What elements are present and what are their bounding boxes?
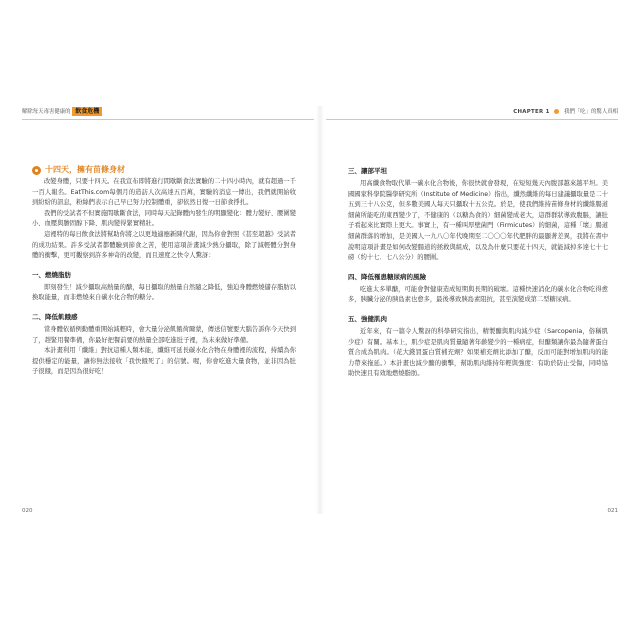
paragraph: 用高纖食物取代單一碳水化合物後，你很快就會發現，在短短幾天內腹部越來越平坦。美國國家科學院醫學研究所（Institute of Medicine）指出，纖然纖維的每日建議攝取量是二十五到三十八公克，但多數美國人每天只攝取十五公克。於是，使我們維持苗條身材的纖維腸道細菌所能吃的東西變少了，不健康的（以糖為食的）細菌變成老大，這群群狀導致腹脹，讓肚子看起來比實際上更大。事實上，有一種叫厚壁菌門（Firmicutes）的細菌，這種「壞」腸道細菌群落的增加，是美國人一九八〇年代晚期至二〇〇〇年代肥胖的最顯著差異，我將在書中說明這項計畫是如何改變腸道的拯救與組成，以及為什麼只要花十四天，就能減掉多達七十七磅（約十七．七八公分）的腰圍。 [348, 180, 608, 262]
left-body-text [32, 164, 296, 378]
book-spread [14, 106, 626, 514]
subheading: 二、降低飢餓感 [32, 312, 78, 321]
chapter-title: 我們「吃」的驚人真相 [564, 109, 618, 115]
header-rule [22, 119, 314, 120]
page-number: 020 [22, 508, 33, 514]
left-page [14, 106, 320, 514]
header-rule [326, 119, 618, 120]
bulb-icon [32, 166, 41, 175]
page-number: 021 [607, 508, 618, 514]
right-page [320, 106, 626, 514]
subheading: 三、讓部平坦 [348, 167, 387, 175]
section-title-text: 十四天，擁有苗條身材 [45, 165, 125, 174]
left-running-head [22, 106, 102, 118]
dot-icon [554, 109, 559, 114]
subheading: 四、降低罹患糖尿病的風險 [348, 272, 426, 281]
subheading: 五、強健肌肉 [348, 314, 387, 323]
subheading: 一、燃燒脂肪 [32, 270, 71, 279]
running-head-highlight: 飲食危機 [72, 107, 102, 116]
right-body-text [348, 166, 608, 380]
chapter-label: CHAPTER 1 [513, 109, 550, 115]
section-title [32, 164, 296, 176]
right-running-head [513, 106, 618, 118]
paragraph: 我們的受試者不但實施間歇斷食法，同時每天記錄體內發生的明顯變化：體力變好、腰圍變小、血壓與膽固醇下降、肌肉變得緊實精壯。 [32, 209, 296, 228]
paragraph: 改變身體，只要十四天。在我宣布即將進行間歇斷食法實驗的二十四小時內，就有超過一千一百人報名。EatThis.com每個月的造訪人次高達五百萬，實驗的消息一傳出，我們就開始收到紛紛的訊息，粉絲們表示自己早已努力控制體重，卻依然日復一日節食掙扎。 [32, 178, 296, 207]
paragraph: 這裡特的每日飲食法將幫助你將之以更地適應新陳代謝，因為你會對照《甚至超越》受試者的成功結果。許多受試者都體驗到節食之苦，使用這項計畫減少熱分攝取，除了減輕體分對身體的衝擊，更可觀察到許多神奇的改變，而且速度之快令人驚訝： [32, 230, 296, 260]
paragraph: 近年來，有一篇令人驚訝的科學研究指出，精製醣與肌肉減少症（Sarcopenia，俗稱肌少症）有關。基本上，肌少症是肌肉質量隨著年齡變少的一種病症，但醣類讓你最為隨著蛋白質合成為肌肉。（花大錢買蛋白質補充劑？如果補充劑比添加了醣，反而可能對增加肌肉的能力帶來拖延。）本計畫也減少醣的衝擊，幫助肌肉維持年輕與強度：有助於防止受傷，同時協助快速且有效地燃燒脂肪。 [348, 327, 608, 378]
paragraph: 吃進太多單醣，可能會對健康造成短期與長期的破壞。這種快速消化的碳水化合物吃得愈多，胰臟分泌的胰島素也愈多，最後導致胰島素阻抗，甚至演變成第二型糖尿病。 [348, 285, 608, 304]
paragraph: 即刻發生！減少攝取高熱量的醣，每日攝取的熱量自然隨之降低，強迫身體燃燒儲存脂肪以換取能量，而非燃燒來自碳水化合物的糖分。 [32, 283, 296, 302]
running-head-prefix: 解除每天毒害健康的 [22, 109, 71, 115]
paragraph: 本計畫利用「纖維」對抗這種人類本能，纖維可延長碳水化合物在身體裡的流程，持續為你提供穩定的能量，讓你無法接收「我快餓死了」的信號。喔，你會吃進大量食物，並非因為肚子很餓，而是因為很好吃！ [32, 347, 296, 376]
paragraph: 當身體依循例動體重開始減輕時，會大量分泌飢餓荷爾蒙，傳送信號要大腦告訴你今天快到了，趕緊用餐準備，你最好把餐前要的熱量全部吃進肚子裡，為未來做好準備。 [32, 325, 296, 344]
